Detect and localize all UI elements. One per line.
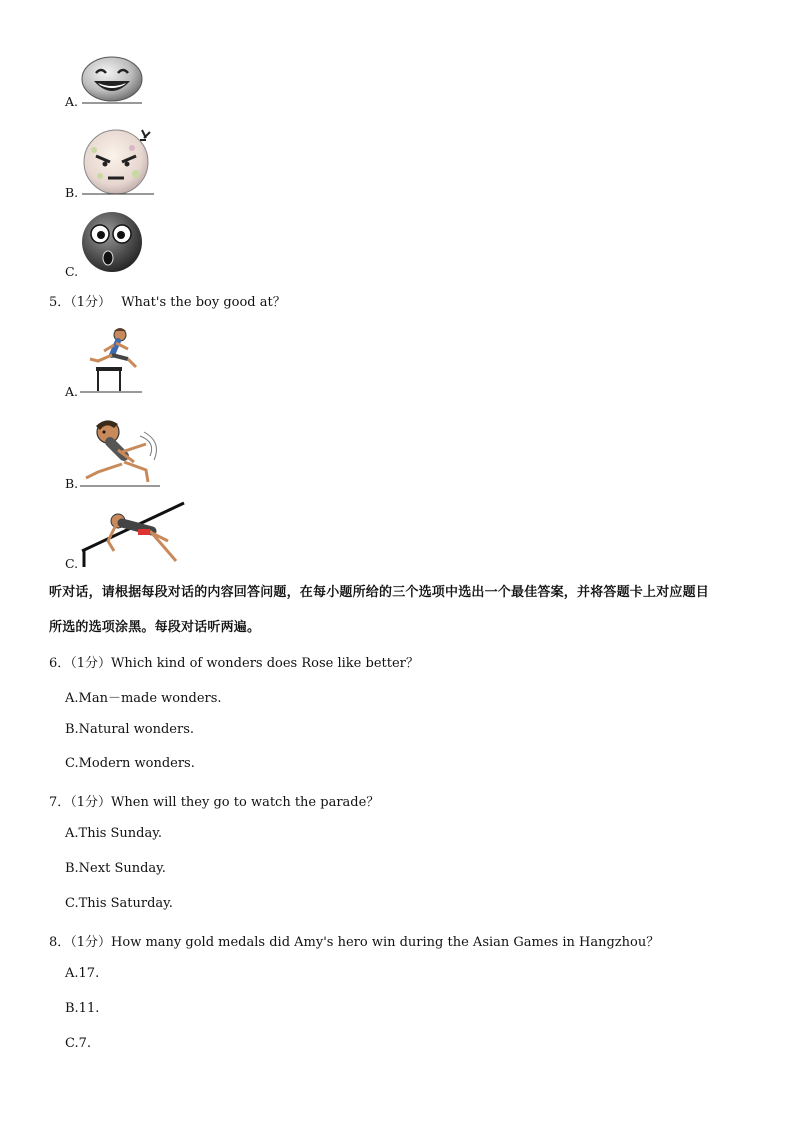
q4-option-b-letter: B.	[65, 185, 79, 200]
q7-choice-b[interactable]: B.Next Sunday.	[65, 861, 166, 876]
question-8-text: How many gold medals did Amy's hero win during the Asian Games in Hangzhou？	[111, 935, 660, 950]
long-jump-boy-icon[interactable]	[78, 416, 162, 488]
q7-choice-c[interactable]: C.This Saturday.	[65, 896, 173, 911]
q6-choice-a[interactable]: A.Man－made wonders.	[65, 691, 222, 706]
question-7-text: When will they go to watch the parade？	[111, 795, 380, 810]
question-5	[49, 291, 286, 310]
q8-choice-c[interactable]: C.7.	[65, 1036, 92, 1051]
q5-option-b-letter: B.	[65, 476, 79, 491]
question-6-text: Which kind of wonders does Rose like better？	[111, 656, 419, 671]
q8-choice-a[interactable]: A.17.	[65, 966, 100, 981]
high-jump-boy-icon[interactable]	[80, 501, 186, 569]
q5-option-a-letter: A.	[65, 384, 79, 399]
q4-option-c-letter: C.	[65, 264, 79, 279]
smiling-face-icon[interactable]	[80, 55, 144, 105]
q8-choice-b[interactable]: B.11.	[65, 1001, 100, 1016]
q7-choice-a[interactable]: A.This Sunday.	[65, 826, 162, 841]
question-8-number: 8．（1分）	[49, 935, 112, 950]
surprised-face-icon[interactable]	[80, 210, 144, 276]
question-6-number: 6．（1分）	[49, 656, 112, 671]
angry-face-icon[interactable]	[80, 126, 156, 196]
q5-option-c-letter: C.	[65, 556, 79, 571]
question-6	[49, 652, 419, 671]
question-7	[49, 791, 379, 810]
question-8	[49, 931, 659, 950]
question-7-number: 7．（1分）	[49, 795, 112, 810]
q6-choice-b[interactable]: B.Natural wonders.	[65, 722, 195, 737]
section-instruction-line-2: 所选的选项涂黑。每段对话听两遍。	[49, 620, 261, 635]
q4-option-a-letter: A.	[65, 94, 79, 109]
question-5-number: 5．（1分）	[49, 295, 112, 310]
hurdling-boy-icon[interactable]	[78, 325, 144, 395]
q6-choice-c[interactable]: C.Modern wonders.	[65, 756, 195, 771]
question-5-text: What's the boy good at？	[121, 295, 286, 310]
section-instruction-line-1: 听对话，请根据每段对话的内容回答问题，在每小题所给的三个选项中选出一个最佳答案，并将答题卡上对应题目	[49, 585, 710, 600]
